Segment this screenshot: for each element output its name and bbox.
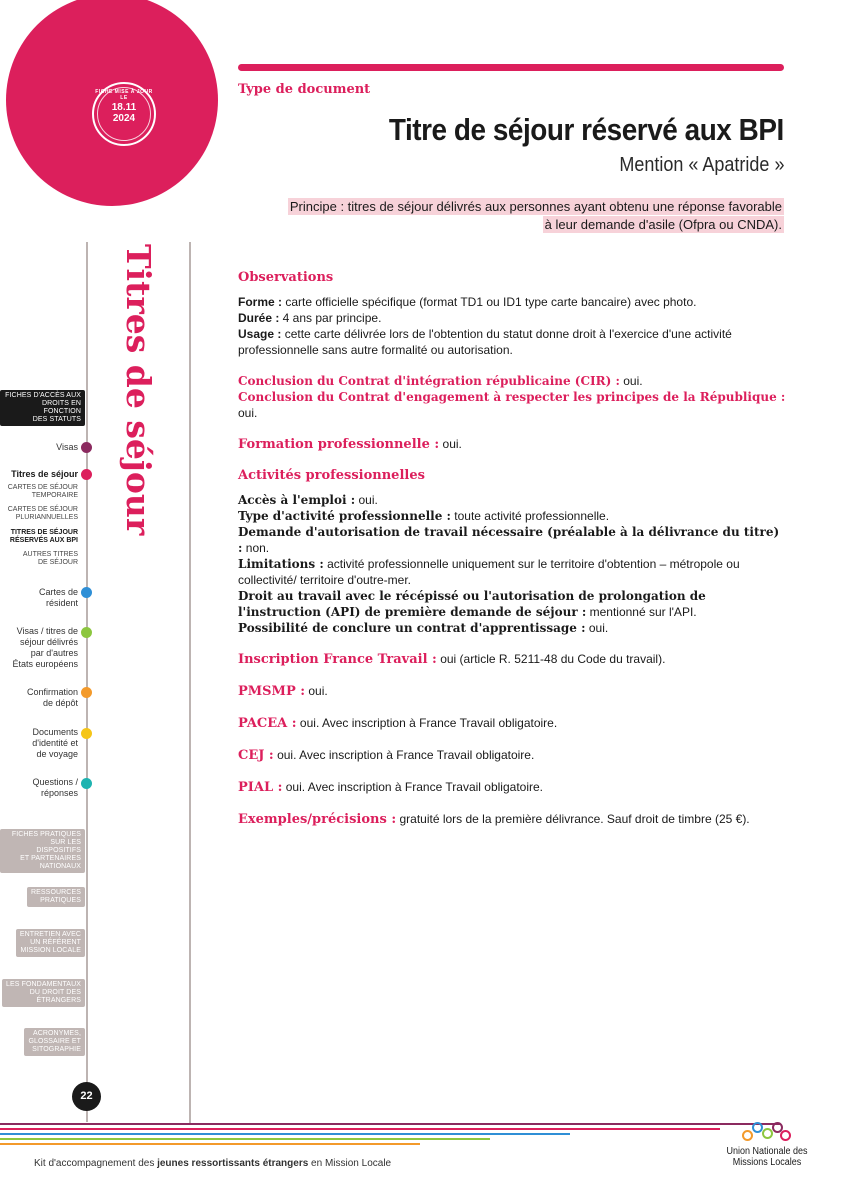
unml-name-line-1: Union Nationale des [726,1146,808,1157]
cir-text: oui. [619,374,643,388]
forme-text: carte officielle spécifique (format TD1 ou ID1 type carte bancaire) avec photo. [282,295,697,309]
sub-line: RÉSERVÉS AUX BPI [9,537,78,544]
forme-label: Forme : [238,295,283,309]
nav-tag-entretien[interactable] [16,929,85,957]
stripe-green [0,1138,490,1140]
nav-tag-fondamentaux[interactable] [2,979,85,1007]
nav-line: de voyage [36,749,78,759]
apprentissage-text: oui. [585,621,609,635]
nav-tag-line: RESSOURCES [30,889,81,896]
droit-label: Droit au travail avec le récépissé ou l'autorisation de prolongation de l'instruction (API) de première demande de séjour : [238,589,706,619]
nav-tag-line: FICHES PRATIQUES [11,831,81,838]
logo-ring [762,1128,773,1139]
unml-name-line-2: Missions Locales [732,1157,802,1168]
confirmation-dot-icon [81,687,92,698]
pacea-line [238,715,786,732]
sub-line: TEMPORAIRE [31,492,78,499]
footer-text-bold: jeunes ressortissants étrangers [157,1158,309,1169]
unml-logo [712,1120,822,1168]
observations-heading: Observations [238,270,334,285]
formation-label: Formation professionnelle : [238,437,440,452]
visas-dot-icon [81,442,92,453]
stripe-pink [0,1128,720,1130]
nav-tag-fiches-acces[interactable] [0,390,85,426]
main-content [238,270,786,828]
duree-label: Durée : [238,311,280,325]
principle-note [264,198,784,234]
cej-text: oui. Avec inscription à France Travail obligatoire. [273,748,535,762]
sidebar-item-confirmation[interactable] [27,687,78,709]
nav-tag-line: ACRONYMES, [32,1030,81,1037]
nav-tag-line: SITOGRAPHIE [32,1046,81,1053]
limitations-text: activité professionnelle uniquement sur le territoire d'obtention – métropole ou collectivité/ territoire d'outre-mer. [238,557,740,587]
demande-text: non. [242,541,270,555]
logo-ring [780,1130,791,1141]
titres-dot-icon [81,469,92,480]
page-title: Titre de séjour réservé aux BPI [389,112,784,147]
header-bar [238,64,784,71]
visas-europe-dot-icon [81,627,92,638]
nav-line: séjour délivrés [19,637,78,647]
stamp-date-day: 18.11 [111,102,137,113]
stamp-arc-text: FICHE MISE À JOUR LE [95,89,153,101]
logo-ring [742,1130,753,1141]
pial-line [238,779,786,796]
cer-line [238,389,786,421]
nav-tag-line: DROITS EN FONCTION [41,400,81,415]
section-title-vertical: Titres de séjour [119,244,158,536]
sidebar-item-documents[interactable] [32,727,78,760]
doc-type-label: Type de document [238,82,371,97]
cir-label: Conclusion du Contrat d'intégration républicaine (CIR) : [238,374,620,388]
inscription-line [238,651,786,668]
cej-line [238,747,786,764]
nav-line: Documents [32,727,78,737]
sub-line: DE SÉJOUR [37,559,78,566]
nav-tag-line: SUR LES DISPOSITIFS [36,839,81,854]
pacea-label: PACEA : [238,716,297,731]
acces-line [238,492,786,508]
pacea-text: oui. Avec inscription à France Travail obligatoire. [296,716,558,730]
nav-line: de dépôt [42,698,78,708]
sidebar-sub-cartes-temporaire[interactable] [8,484,78,500]
sidebar-sub-titres-bpi[interactable] [10,529,78,545]
sidebar-item-visas-europe[interactable] [12,626,78,670]
pmsmp-text: oui. [305,684,328,698]
cartes-resident-dot-icon [81,587,92,598]
footer-caption [34,1158,391,1169]
nav-line: résident [45,598,78,608]
apprentissage-line [238,620,786,636]
sidebar-item-visas[interactable]: Visas [56,442,78,452]
pial-text: oui. Avec inscription à France Travail obligatoire. [282,780,543,794]
limitations-line [238,556,786,588]
droit-line [238,588,786,620]
cer-text: oui. [238,406,258,420]
type-label: Type d'activité professionnelle : [238,509,451,523]
pmsmp-line [238,683,786,700]
nav-tag-line: ENTRETIEN AVEC [19,931,81,938]
formation-text: oui. [439,437,462,451]
nav-tag-line: MISSION LOCALE [20,947,81,954]
inscription-text: oui (article R. 5211-48 du Code du travail). [436,652,666,666]
exemples-label: Exemples/précisions : [238,812,397,827]
sub-line: TITRES DE SÉJOUR [10,529,78,536]
sub-line: CARTES DE SÉJOUR [7,484,78,491]
usage-label: Usage : [238,327,282,341]
nav-line: d'identité et [32,738,78,748]
documents-dot-icon [81,728,92,739]
acces-label: Accès à l'emploi : [238,493,356,507]
content-rule [189,242,191,1124]
page-number: 22 [72,1082,101,1111]
nav-tag-acronymes[interactable] [24,1028,85,1056]
formation-line [238,436,786,453]
sidebar-item-cartes-resident[interactable] [39,587,78,609]
pmsmp-label: PMSMP : [238,684,306,699]
nav-tag-line: UN RÉFÉRENT [30,939,81,946]
nav-tag-line: LES FONDAMENTAUX [6,981,81,988]
nav-tag-line: DES STATUTS [32,416,81,423]
nav-tag-line: PRATIQUES [40,897,81,904]
sidebar-item-titres-sejour[interactable]: Titres de séjour [11,469,78,479]
update-stamp [92,82,156,146]
nav-line: Confirmation [26,687,78,697]
sub-line: CARTES DE SÉJOUR [7,506,78,513]
nav-tag-line: NATIONAUX [39,863,81,870]
inscription-label: Inscription France Travail : [238,652,437,667]
cir-line [238,373,786,389]
apprentissage-label: Possibilité de conclure un contrat d'apprentissage : [238,621,586,635]
principle-line-2: à leur demande d'asile (Ofpra ou CNDA). [544,217,782,232]
nav-line: Questions / [32,777,78,787]
nav-tag-line: ÉTRANGERS [36,997,81,1004]
nav-line: par d'autres [30,648,78,658]
nav-line: Visas / titres de [16,626,78,636]
stamp-date-year: 2024 [112,113,136,124]
sub-line: PLURIANNUELLES [15,514,78,521]
principle-line-1: Principe : titres de séjour délivrés aux personnes ayant obtenu une réponse favorable [289,199,782,214]
footer-text-post: en Mission Locale [308,1158,392,1169]
sidebar-sub-autres-titres[interactable] [23,551,78,567]
nav-line: Cartes de [38,587,78,597]
usage-line [238,326,786,358]
stripe-orange [0,1143,420,1145]
droit-text: mentionné sur l'API. [586,605,697,619]
nav-tag-fiches-pratiques[interactable] [0,829,85,873]
demande-label: Demande d'autorisation de travail nécessaire (préalable à la délivrance du titre) : [238,525,780,555]
duree-line [238,310,786,326]
sidebar-sub-cartes-pluriannuelles[interactable] [8,506,78,522]
activites-heading: Activités professionnelles [238,468,425,483]
limitations-label: Limitations : [238,557,324,571]
exemples-text: gratuité lors de la première délivrance. Sauf droit de timbre (25 €). [396,812,750,826]
nav-line: réponses [40,788,78,798]
stamp-date [94,102,154,124]
nav-tag-ressources[interactable] [27,887,85,907]
type-text: toute activité professionnelle. [450,509,610,523]
acces-text: oui. [355,493,378,507]
sidebar-item-questions[interactable] [32,777,78,799]
footer-text-pre: Kit d'accompagnement des [34,1158,158,1169]
pial-label: PIAL : [238,780,283,795]
sub-line: AUTRES TITRES [22,551,78,558]
questions-dot-icon [81,778,92,789]
page-subtitle: Mention « Apatride » [618,154,784,176]
cej-label: CEJ : [238,748,274,763]
exemples-line [238,811,786,828]
nav-line: États européens [12,659,78,669]
stripe-blue [0,1133,570,1135]
nav-tag-line: DU DROIT DES [29,989,81,996]
unml-logo-icon [712,1120,822,1146]
cer-label: Conclusion du Contrat d'engagement à respecter les principes de la République : [238,390,786,404]
stripe-purple [0,1123,780,1125]
type-line [238,508,786,524]
nav-tag-line: FICHES D'ACCÈS AUX [5,392,81,399]
duree-text: 4 ans par principe. [279,311,382,325]
forme-line [238,294,786,310]
nav-tag-line: GLOSSAIRE ET [28,1038,81,1045]
sidebar-rule [86,242,88,1122]
usage-text: cette carte délivrée lors de l'obtention du statut donne droit à l'exercice d'une activité professionnelle sans autre formalité ou autorisation. [238,327,732,357]
nav-tag-line: ET PARTENAIRES [20,855,81,862]
demande-line [238,524,786,556]
